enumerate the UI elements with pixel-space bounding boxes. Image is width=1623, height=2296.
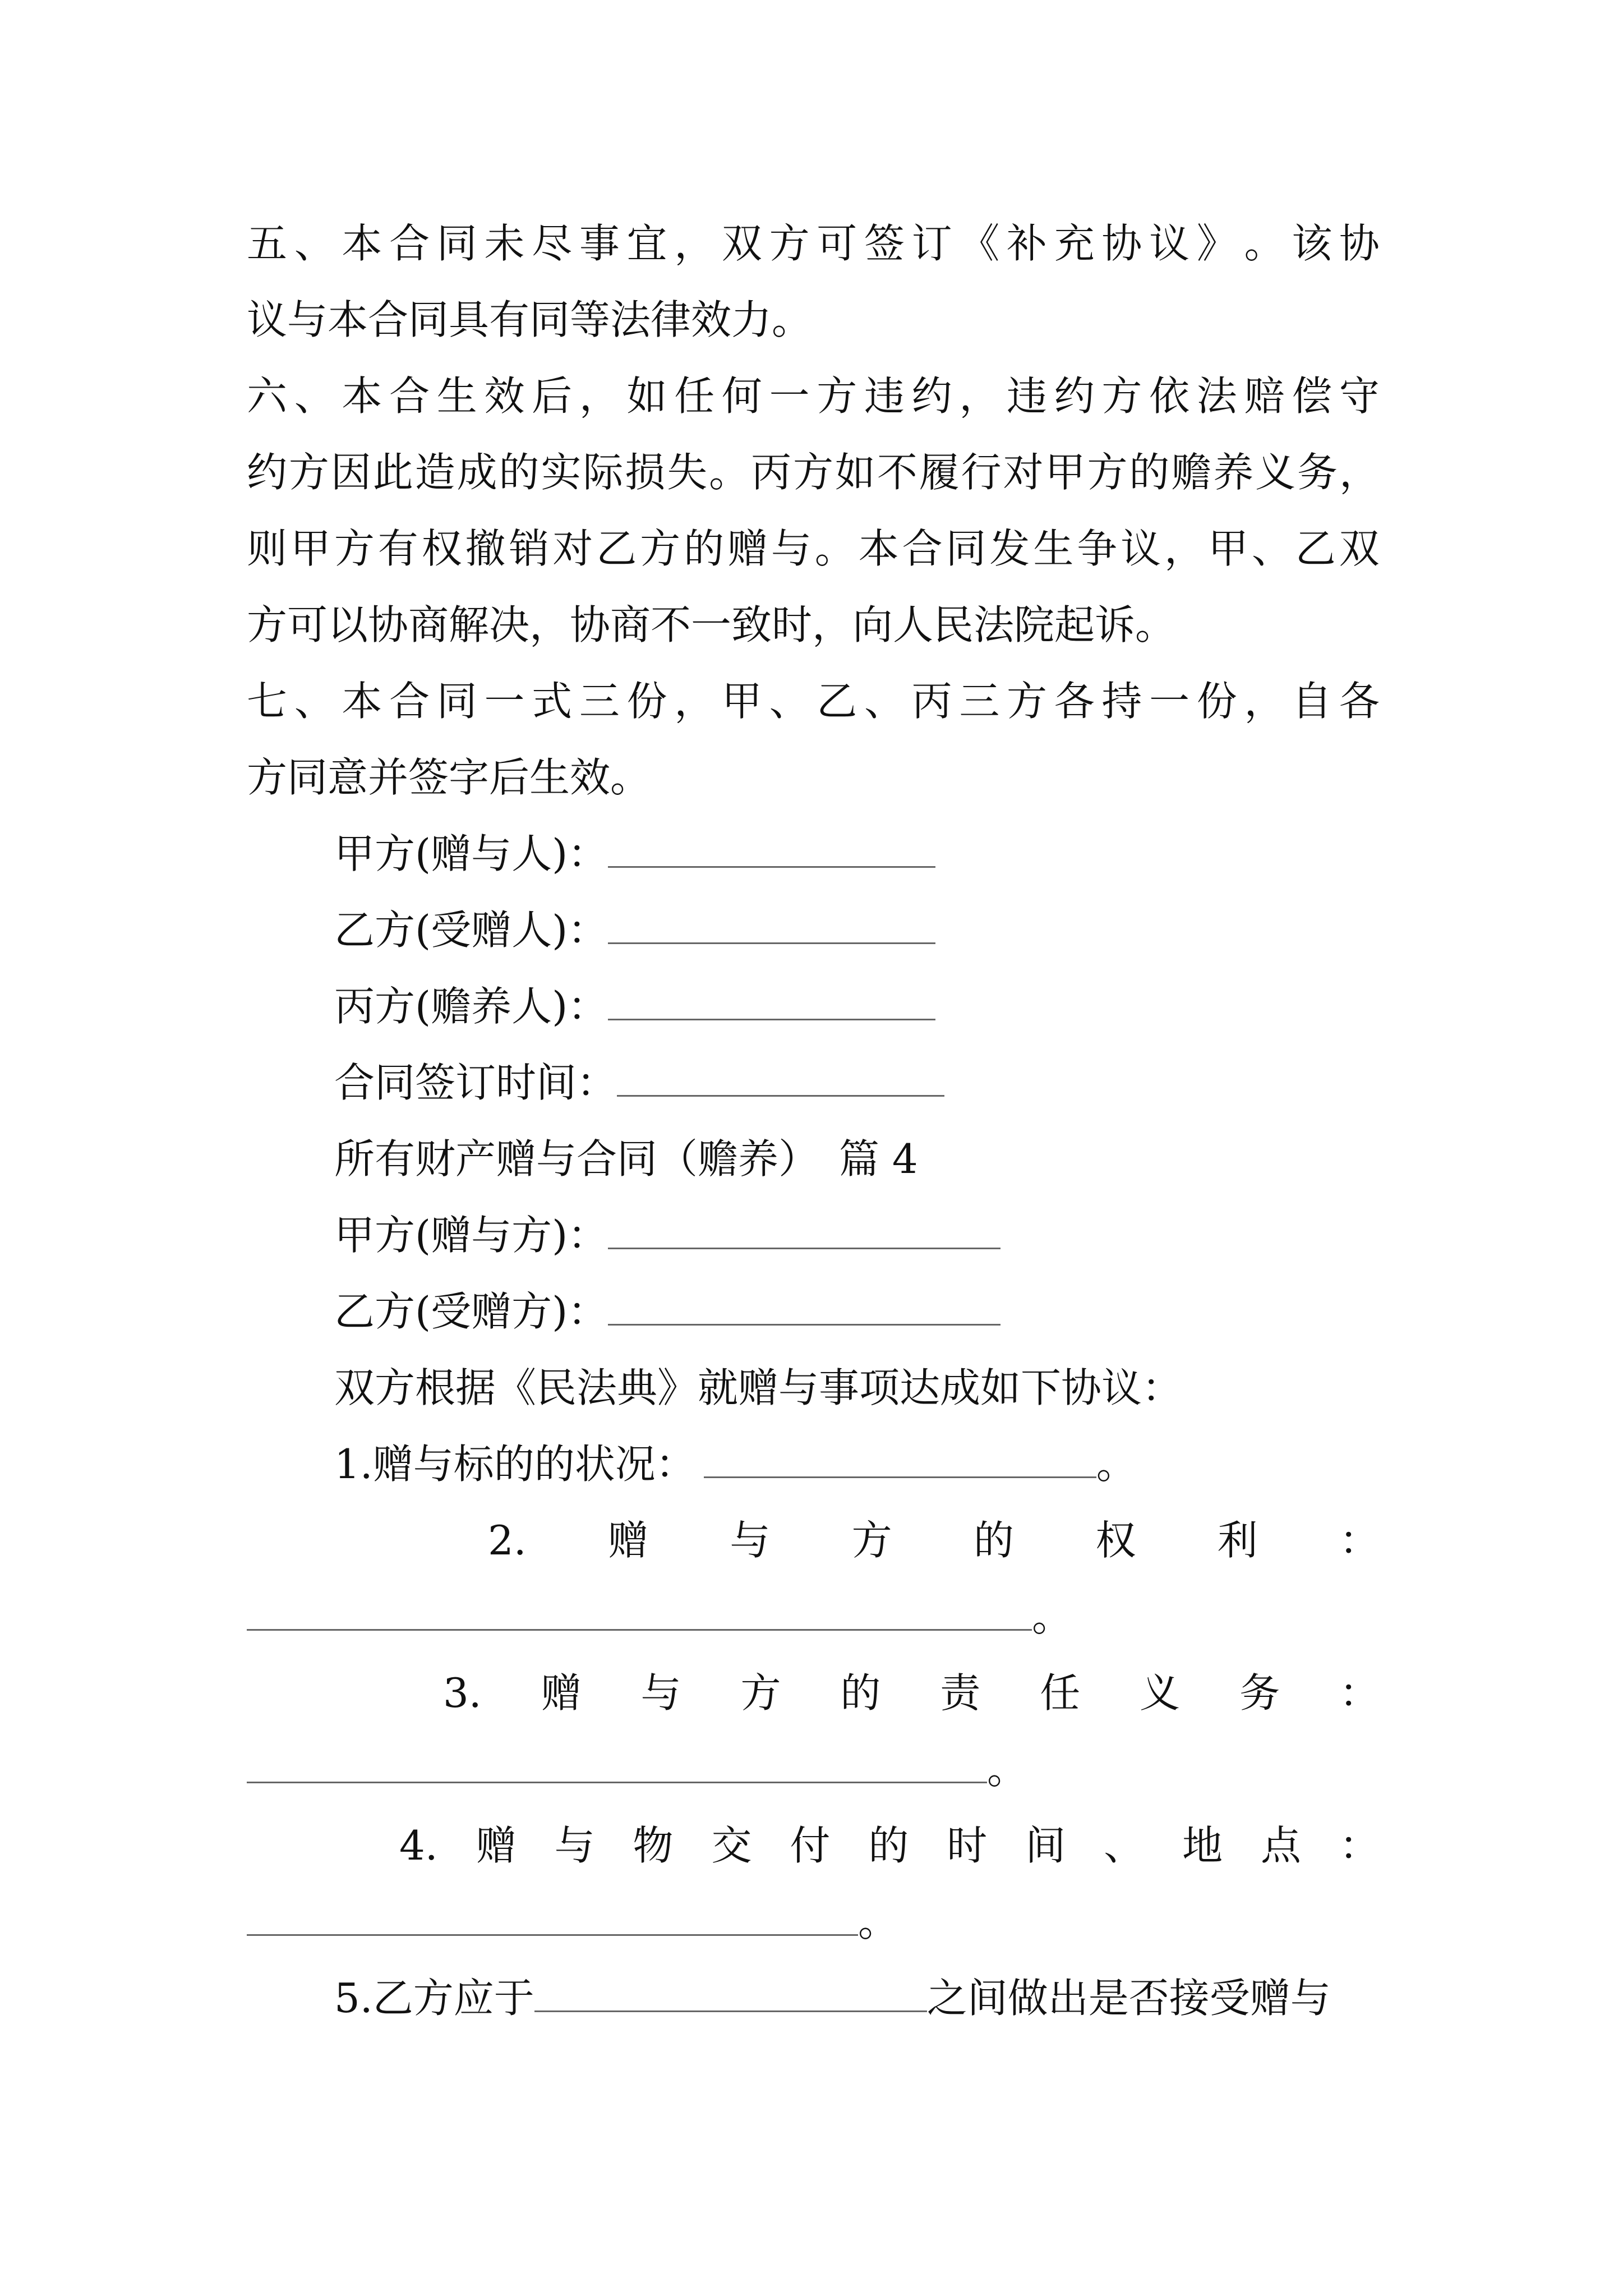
char: 务 bbox=[1297, 449, 1338, 496]
char: 本 bbox=[342, 678, 382, 725]
char: 充 bbox=[1054, 220, 1095, 267]
char: 未 bbox=[484, 220, 525, 267]
party-b-blank bbox=[608, 1324, 1000, 1326]
char: ， bbox=[674, 678, 715, 725]
char: 各 bbox=[1339, 678, 1380, 725]
char: 合 bbox=[902, 525, 943, 572]
char: 方 bbox=[288, 449, 329, 496]
clause6-line4: 方可以协商解决，协商不一致时，向人民法院起诉。 bbox=[247, 601, 1176, 648]
spaced-token: ： bbox=[1339, 1669, 1380, 1717]
char: 事 bbox=[579, 220, 620, 267]
char: 约 bbox=[1054, 372, 1095, 420]
char: 义 bbox=[1255, 449, 1296, 496]
char: 失 bbox=[667, 449, 708, 496]
clause5-line2: 议与本合同具有同等法律效力。 bbox=[247, 296, 813, 343]
char: 依 bbox=[1149, 372, 1190, 420]
item4-fill-line bbox=[247, 1898, 899, 1945]
char: 、 bbox=[864, 678, 905, 725]
item5-after: 之间做出是否接受赠与 bbox=[926, 1975, 1331, 2022]
char: ， bbox=[1339, 449, 1380, 496]
clause5-line1 bbox=[247, 220, 1380, 267]
item5-blank bbox=[534, 2010, 927, 2012]
party-a-line bbox=[334, 1212, 1000, 1259]
char: 、 bbox=[294, 220, 335, 267]
char: 持 bbox=[1101, 678, 1142, 725]
item2-fill-line bbox=[247, 1593, 1073, 1640]
char: 同 bbox=[436, 220, 477, 267]
spaced-token: 的 bbox=[840, 1669, 881, 1717]
signature-party-b-label: 乙方(受赠人)： bbox=[334, 907, 608, 954]
party-b-label: 乙方(受赠方)： bbox=[334, 1288, 608, 1335]
char: 养 bbox=[1213, 449, 1254, 496]
char: 违 bbox=[1007, 372, 1048, 420]
char: 丙 bbox=[751, 449, 792, 496]
char: 则 bbox=[247, 525, 288, 572]
char: 赠 bbox=[727, 525, 768, 572]
char: 乙 bbox=[817, 678, 857, 725]
char: 不 bbox=[877, 449, 917, 496]
spaced-token: 、 bbox=[1104, 1822, 1145, 1869]
char: ， bbox=[959, 372, 1000, 420]
char: 发 bbox=[989, 525, 1030, 572]
spaced-token: 4. bbox=[399, 1822, 438, 1869]
char: 约 bbox=[911, 372, 952, 420]
spaced-token: 2. bbox=[488, 1517, 527, 1564]
item3-line bbox=[443, 1669, 1380, 1717]
char: 生 bbox=[1033, 525, 1074, 572]
spaced-token: 交 bbox=[711, 1822, 752, 1869]
signature-party-b-blank bbox=[608, 942, 935, 944]
char: ， bbox=[1244, 678, 1285, 725]
spaced-token: 责 bbox=[940, 1669, 981, 1717]
sign-date-blank bbox=[617, 1095, 944, 1097]
item1-line bbox=[334, 1441, 1137, 1488]
party-a-blank bbox=[608, 1248, 1000, 1249]
char: 同 bbox=[946, 525, 986, 572]
char: 此 bbox=[372, 449, 413, 496]
section-title: 所有财产赠与合同（赡养） 篇 4 bbox=[334, 1135, 918, 1182]
char: 与 bbox=[771, 525, 811, 572]
char: 、 bbox=[1251, 525, 1292, 572]
char: 撤 bbox=[465, 525, 506, 572]
char: 造 bbox=[414, 449, 455, 496]
party-a-label: 甲方(赠与方)： bbox=[334, 1212, 608, 1259]
spaced-token: 方 bbox=[851, 1517, 892, 1564]
char: 争 bbox=[1077, 525, 1118, 572]
char: 对 bbox=[1003, 449, 1044, 496]
char: 《 bbox=[959, 220, 1000, 267]
char: 份 bbox=[1196, 678, 1237, 725]
char: 本 bbox=[858, 525, 899, 572]
char: 七 bbox=[247, 678, 288, 725]
char: 本 bbox=[342, 220, 382, 267]
spaced-token: 3. bbox=[443, 1669, 482, 1717]
char: 赡 bbox=[1171, 449, 1212, 496]
item5-line bbox=[334, 1975, 1331, 2022]
sign-date bbox=[334, 1059, 944, 1106]
item2-blank bbox=[247, 1629, 1032, 1631]
char: 本 bbox=[342, 372, 382, 420]
char: 方 bbox=[769, 220, 810, 267]
char: 六 bbox=[247, 372, 288, 420]
item5-before: 5.乙方应于 bbox=[334, 1975, 534, 2022]
char: 权 bbox=[421, 525, 462, 572]
char: 、 bbox=[294, 372, 335, 420]
signature-party-b bbox=[334, 907, 935, 954]
char: 一 bbox=[1149, 678, 1190, 725]
char: ， bbox=[579, 372, 620, 420]
char: 签 bbox=[864, 220, 905, 267]
item1-label: 1.赠与标的的状况： bbox=[334, 1441, 696, 1488]
char: 损 bbox=[625, 449, 666, 496]
spaced-token: 方 bbox=[740, 1669, 781, 1717]
char: 一 bbox=[769, 372, 810, 420]
spaced-token: 的 bbox=[868, 1822, 909, 1869]
char: ， bbox=[1164, 525, 1205, 572]
char: 同 bbox=[436, 678, 477, 725]
char: 销 bbox=[509, 525, 550, 572]
char: 可 bbox=[817, 220, 857, 267]
char: 何 bbox=[721, 372, 762, 420]
char: 、 bbox=[294, 678, 335, 725]
char: 该 bbox=[1292, 220, 1332, 267]
party-b-line bbox=[334, 1288, 1000, 1335]
spaced-token: 物 bbox=[633, 1822, 674, 1869]
char: 三 bbox=[959, 678, 1000, 725]
item3-blank bbox=[247, 1782, 987, 1783]
char: 如 bbox=[834, 449, 875, 496]
char: 双 bbox=[1339, 525, 1380, 572]
char: 方 bbox=[1007, 678, 1048, 725]
spaced-token: 地 bbox=[1182, 1822, 1223, 1869]
char: 、 bbox=[769, 678, 810, 725]
char: ， bbox=[674, 220, 715, 267]
char: 各 bbox=[1054, 678, 1095, 725]
char: 议 bbox=[1149, 220, 1190, 267]
char: 行 bbox=[961, 449, 1002, 496]
char: 生 bbox=[436, 372, 477, 420]
char: 违 bbox=[864, 372, 905, 420]
char: 甲 bbox=[1045, 449, 1086, 496]
char: 如 bbox=[626, 372, 667, 420]
char: 对 bbox=[552, 525, 593, 572]
char: 守 bbox=[1339, 372, 1380, 420]
spaced-token: 与 bbox=[730, 1517, 771, 1564]
char: 法 bbox=[1196, 372, 1237, 420]
char: 协 bbox=[1101, 220, 1142, 267]
char: 订 bbox=[911, 220, 952, 267]
char: 五 bbox=[247, 220, 288, 267]
char: 补 bbox=[1007, 220, 1048, 267]
char: 。 bbox=[1244, 220, 1285, 267]
spaced-token: ： bbox=[1339, 1822, 1380, 1869]
char: 合 bbox=[389, 220, 430, 267]
char: 合 bbox=[389, 678, 430, 725]
char: 的 bbox=[499, 449, 540, 496]
spaced-token: 务 bbox=[1239, 1669, 1280, 1717]
char: 宜 bbox=[626, 220, 667, 267]
char: 尽 bbox=[532, 220, 573, 267]
char: 约 bbox=[247, 449, 288, 496]
char: 自 bbox=[1292, 678, 1332, 725]
char: 三 bbox=[579, 678, 620, 725]
spaced-token: ： bbox=[1339, 1517, 1380, 1564]
item1-blank bbox=[704, 1476, 1096, 1478]
char: 双 bbox=[721, 220, 762, 267]
char: 合 bbox=[389, 372, 430, 420]
item3-end: 。 bbox=[987, 1746, 1028, 1793]
char: 际 bbox=[583, 449, 624, 496]
char: 履 bbox=[919, 449, 960, 496]
clause6-line2 bbox=[247, 449, 1380, 496]
item2-line bbox=[488, 1517, 1380, 1564]
char: 方 bbox=[1101, 372, 1142, 420]
clause6-line1 bbox=[247, 372, 1380, 420]
char: 甲 bbox=[290, 525, 331, 572]
char: 甲 bbox=[1207, 525, 1248, 572]
clause7-line1 bbox=[247, 678, 1380, 725]
char: 协 bbox=[1339, 220, 1380, 267]
char: 后 bbox=[532, 372, 573, 420]
signature-party-c-label: 丙方(赡养人)： bbox=[334, 983, 608, 1030]
item4-line bbox=[399, 1822, 1380, 1869]
char: 议 bbox=[1121, 525, 1161, 572]
spaced-token: 点 bbox=[1261, 1822, 1302, 1869]
spaced-token: 与 bbox=[640, 1669, 681, 1717]
spaced-token: 付 bbox=[790, 1822, 831, 1869]
item4-blank bbox=[247, 1934, 858, 1936]
char: 式 bbox=[532, 678, 573, 725]
char: 的 bbox=[1129, 449, 1170, 496]
spaced-token: 赠 bbox=[608, 1517, 649, 1564]
char: 成 bbox=[457, 449, 497, 496]
clause7-line2: 方同意并签字后生效。 bbox=[247, 754, 651, 801]
char: 任 bbox=[674, 372, 715, 420]
spaced-token: 与 bbox=[554, 1822, 595, 1869]
spaced-token: 的 bbox=[974, 1517, 1015, 1564]
char: 方 bbox=[640, 525, 681, 572]
signature-party-a bbox=[334, 830, 935, 877]
char: 甲 bbox=[721, 678, 762, 725]
clause6-line3 bbox=[247, 525, 1380, 572]
spaced-token: 时 bbox=[947, 1822, 988, 1869]
char: 偿 bbox=[1292, 372, 1332, 420]
signature-party-c-blank bbox=[608, 1019, 935, 1020]
intro-line: 双方根据《民法典》就赠与事项达成如下协议： bbox=[334, 1364, 1183, 1411]
char: 乙 bbox=[596, 525, 637, 572]
char: 。 bbox=[814, 525, 855, 572]
item3-fill-line bbox=[247, 1746, 1028, 1793]
char: 方 bbox=[1087, 449, 1128, 496]
char: 因 bbox=[330, 449, 371, 496]
char: 有 bbox=[377, 525, 418, 572]
char: 。 bbox=[709, 449, 750, 496]
char: 方 bbox=[817, 372, 857, 420]
char: 实 bbox=[541, 449, 582, 496]
char: 的 bbox=[684, 525, 725, 572]
spaced-token: 利 bbox=[1217, 1517, 1258, 1564]
signature-party-a-blank bbox=[608, 866, 935, 868]
char: 方 bbox=[792, 449, 833, 496]
spaced-token: 任 bbox=[1040, 1669, 1081, 1717]
spaced-token: 间 bbox=[1025, 1822, 1066, 1869]
spaced-token: 赠 bbox=[541, 1669, 582, 1717]
item2-end: 。 bbox=[1032, 1593, 1073, 1640]
item4-end: 。 bbox=[858, 1898, 899, 1945]
char: 乙 bbox=[1295, 525, 1336, 572]
signature-party-a-label: 甲方(赠与人)： bbox=[334, 830, 608, 877]
char: 份 bbox=[626, 678, 667, 725]
sign-date-label: 合同签订时间： bbox=[334, 1059, 617, 1106]
char: 丙 bbox=[911, 678, 952, 725]
char: 方 bbox=[334, 525, 375, 572]
spaced-token: 权 bbox=[1095, 1517, 1136, 1564]
char: 效 bbox=[484, 372, 525, 420]
signature-party-c bbox=[334, 983, 935, 1030]
spaced-token: 义 bbox=[1140, 1669, 1181, 1717]
char: 赔 bbox=[1244, 372, 1285, 420]
item1-end: 。 bbox=[1096, 1441, 1137, 1488]
char: 一 bbox=[484, 678, 525, 725]
char: 》 bbox=[1196, 220, 1237, 267]
spaced-token: 赠 bbox=[476, 1822, 517, 1869]
